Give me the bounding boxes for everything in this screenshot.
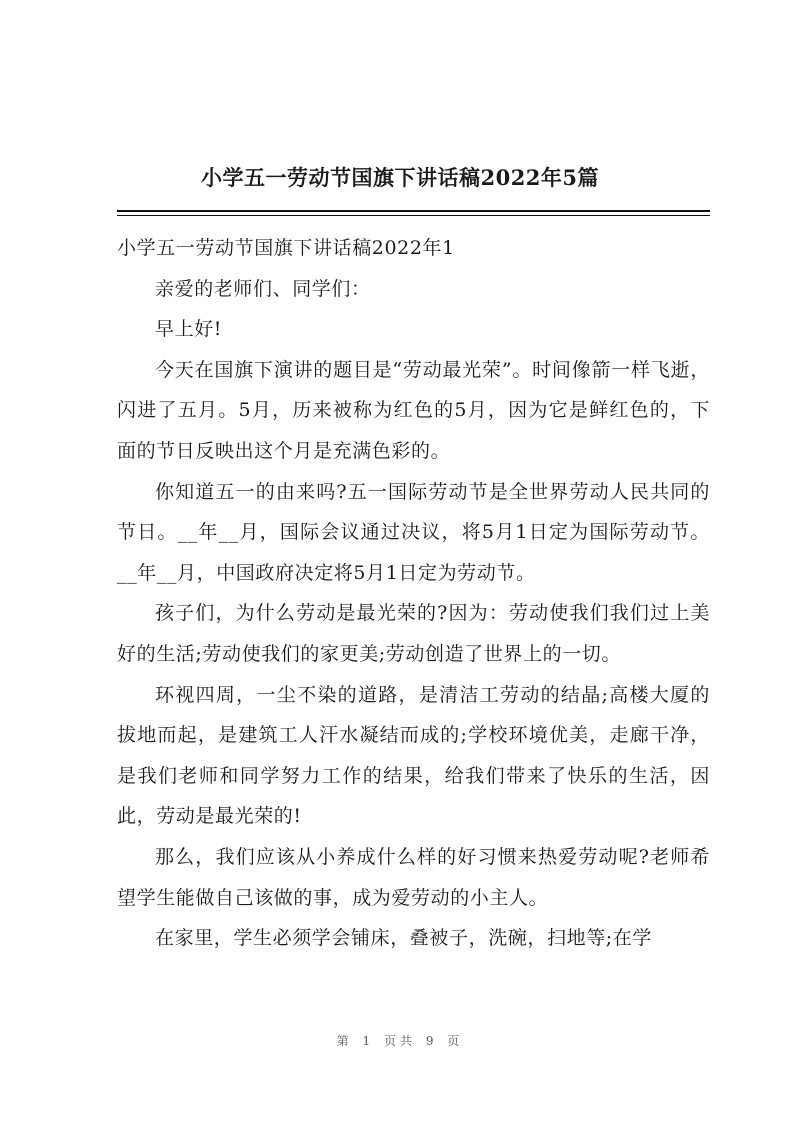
footer-total-pages: 9 [425, 1034, 438, 1048]
section-heading: 小学五一劳动节国旗下讲话稿2022年1 [117, 237, 455, 259]
paragraph-origin: 你知道五一的由来吗?五一国际劳动节是全世界劳动人民共同的节日。__年__月，国际会议通过决议，将5月1日定为国际劳动节。__年__月，中国政府决定将5月1日定为劳动节。 [117, 480, 710, 584]
title-divider-thick [117, 210, 710, 212]
page-footer [0, 1032, 800, 1049]
document-body [117, 228, 710, 959]
footer-suffix: 页 [447, 1034, 464, 1048]
footer-middle: 页共 [383, 1034, 416, 1048]
footer-prefix: 第 [336, 1034, 353, 1048]
title-divider-thin [117, 215, 710, 216]
paragraph-look-around: 环视四周，一尘不染的道路，是清洁工劳动的结晶;高楼大厦的拔地而起，是建筑工人汗水凝结而成的;学校环境优美，走廊干净，是我们老师和同学努力工作的结果，给我们带来了快乐的生活，因此，劳动是最光荣的! [117, 683, 710, 828]
paragraph-greeting: 亲爱的老师们、同学们： [155, 277, 371, 300]
document-title: 小学五一劳动节国旗下讲话稿2022年5篇 [200, 165, 600, 190]
paragraph-at-home: 在家里，学生必须学会铺床，叠被子，洗碗，扫地等;在学 [155, 927, 653, 950]
paragraph-why-labor: 孩子们，为什么劳动是最光荣的?因为：劳动使我们我们过上美好的生活;劳动使我们的家更美;劳动创造了世界上的一切。 [117, 602, 710, 665]
paragraph-topic: 今天在国旗下演讲的题目是“劳动最光荣”。时间像箭一样飞逝，闪进了五月。5月，历来被称为红色的5月，因为它是鲜红色的，下面的节日反映出这个月是充满色彩的。 [117, 358, 710, 462]
paragraph-good-habits: 那么，我们应该从小养成什么样的好习惯来热爱劳动呢?老师希望学生能做自己该做的事，成为爱劳动的小主人。 [117, 845, 710, 909]
paragraph-good-morning: 早上好! [155, 318, 223, 341]
footer-page-number: 1 [362, 1034, 375, 1048]
